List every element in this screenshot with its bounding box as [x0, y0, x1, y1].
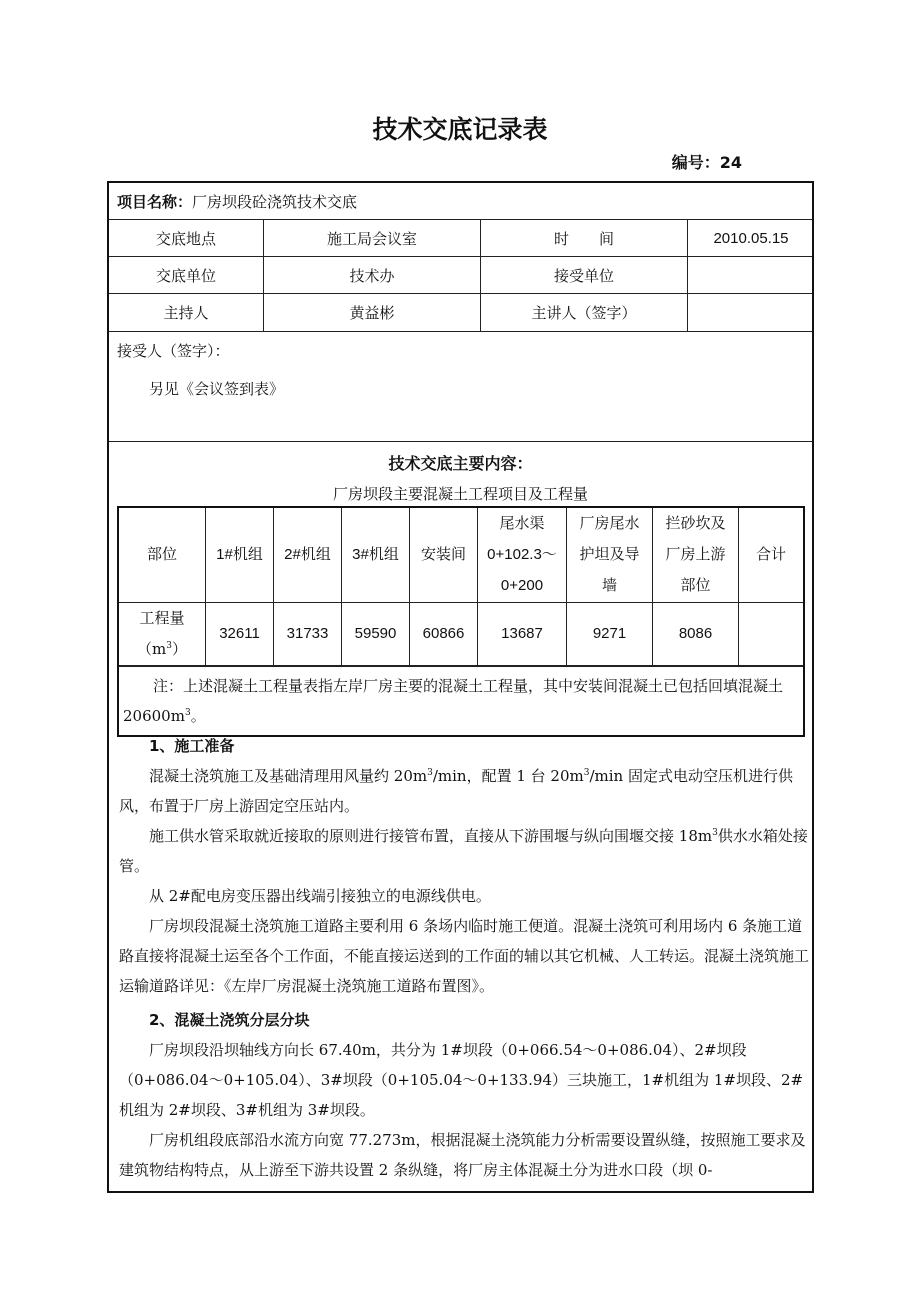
paragraph: 施工供水管采取就近接取的原则进行接管布置，直接从下游围堰与纵向围堰交接 $18m^3$供水水箱处接管。 — [119, 827, 808, 875]
section-1 — [119, 731, 809, 1185]
header-cell: 2#机组 — [274, 508, 342, 602]
value-receiving-unit — [688, 257, 814, 293]
value-cell: 8086 — [653, 602, 739, 665]
header-cell — [478, 508, 567, 602]
table-note: 注：上述混凝土工程量表指左岸厂房主要的混凝土工程量，其中安装间混凝土已包括回填混凝土 $20600m^3$。 — [119, 666, 803, 735]
table-row — [119, 602, 803, 665]
value-cell: 31733 — [274, 602, 342, 665]
project-row — [109, 183, 812, 220]
info-row — [109, 257, 812, 294]
value-issuing-unit: 技术办 — [264, 257, 481, 293]
label-receiving-unit: 接受单位 — [481, 257, 688, 293]
header-cell: 部位 — [119, 508, 206, 602]
row-unit: $(m^3)$ — [137, 639, 187, 658]
header-line: 拦砂坎及 — [665, 514, 726, 533]
header-line: 0+102.3～ — [487, 546, 557, 564]
value-cell: 9271 — [567, 602, 653, 665]
table-header-row — [119, 508, 803, 602]
document-number: 编号：24 — [671, 153, 742, 172]
label-host: 主持人 — [109, 294, 264, 331]
quantity-table — [117, 506, 805, 737]
header-cell: 3#机组 — [342, 508, 410, 602]
header-line: 护坦及导 — [579, 545, 640, 564]
header-line: 厂房上游 — [665, 545, 726, 564]
value-cell: 32611 — [206, 602, 274, 665]
project-label: 项目名称： — [117, 192, 193, 211]
header-line: 尾水渠 — [499, 514, 545, 533]
header-line: 部位 — [680, 576, 711, 595]
header-line: 厂房尾水 — [579, 514, 640, 533]
paragraph: 厂房坝段混凝土浇筑施工道路主要利用 6 条场内临时施工便道。混凝土浇筑可利用场内 6 条施工道路直接将混凝土运至各个工作面，不能直接运送到的工作面的辅以其它机械、人工转运。混凝土浇筑施工运输道路详见：《左岸厂房混凝土浇筑施工道路布置图》。 — [119, 917, 810, 995]
header-cell: 安装间 — [410, 508, 478, 602]
paragraph: 混凝土浇筑施工及基础清理用风量约 $20m^3/\min$，配置 1 台 $20m^3/\min$ 固定式电动空压机进行供风，布置于厂房上游固定空压站内。 — [119, 767, 793, 815]
value-host: 黄益彬 — [264, 294, 481, 331]
label-location: 交底地点 — [109, 220, 264, 256]
header-cell: 1#机组 — [206, 508, 274, 602]
paragraph: 从 2#配电房变压器出线端引接独立的电源线供电。 — [149, 887, 491, 905]
header-cell — [653, 508, 739, 602]
project-name: 厂房坝段砼浇筑技术交底 — [192, 192, 358, 211]
value-cell: 60866 — [410, 602, 478, 665]
paragraph: 厂房机组段底部沿水流方向宽 77.273m，根据混凝土浇筑能力分析需要设置纵缝，按照施工要求及建筑物结构特点，从上游至下游共设置 2 条纵缝，将厂房主体混凝土分为进水口段（坝 0- — [119, 1131, 806, 1179]
value-speaker-signature — [688, 294, 814, 331]
header-line: 墙 — [601, 576, 617, 595]
receiver-section — [109, 332, 812, 442]
value-cell: 13687 — [478, 602, 567, 665]
value-cell: 59590 — [342, 602, 410, 665]
value-date: 2010.05.15 — [713, 229, 789, 247]
row-label-cell — [119, 602, 206, 665]
page-title: 技术交底记录表 — [372, 115, 548, 144]
receiver-label: 接受人（签字）： — [117, 342, 230, 360]
label-speaker-signature: 主讲人（签字） — [481, 294, 688, 331]
paragraph: 厂房坝段沿坝轴线方向长 67.40m，共分为 1#坝段（0+066.54～0+086.04）、2#坝段（0+086.04～0+105.04）、3#坝段（0+105.04～0+133.94）三块施工，1#机组为 1#坝段、2#机组为 2#坝段、3#机组为 3#坝段。 — [119, 1041, 804, 1119]
value-location: 施工局会议室 — [264, 220, 481, 256]
info-row — [109, 220, 812, 257]
label-issuing-unit: 交底单位 — [109, 257, 264, 293]
main-content-heading: 技术交底主要内容： — [388, 454, 533, 473]
section-2-heading: 2、混凝土浇筑分层分块 — [149, 1011, 310, 1029]
header-cell: 合计 — [739, 508, 804, 602]
header-line: 0+200 — [500, 577, 544, 595]
table-caption: 厂房坝段主要混凝土工程项目及工程量 — [332, 485, 588, 503]
label-time: 时 间 — [481, 220, 688, 256]
receiver-note: 另见《会议签到表》 — [149, 380, 285, 398]
section-1-heading: 1、施工准备 — [149, 737, 235, 755]
header-cell — [567, 508, 653, 602]
row-label: 工程量 — [139, 608, 185, 627]
info-row — [109, 294, 812, 332]
value-cell-total — [739, 602, 804, 665]
record-form — [107, 181, 814, 1193]
